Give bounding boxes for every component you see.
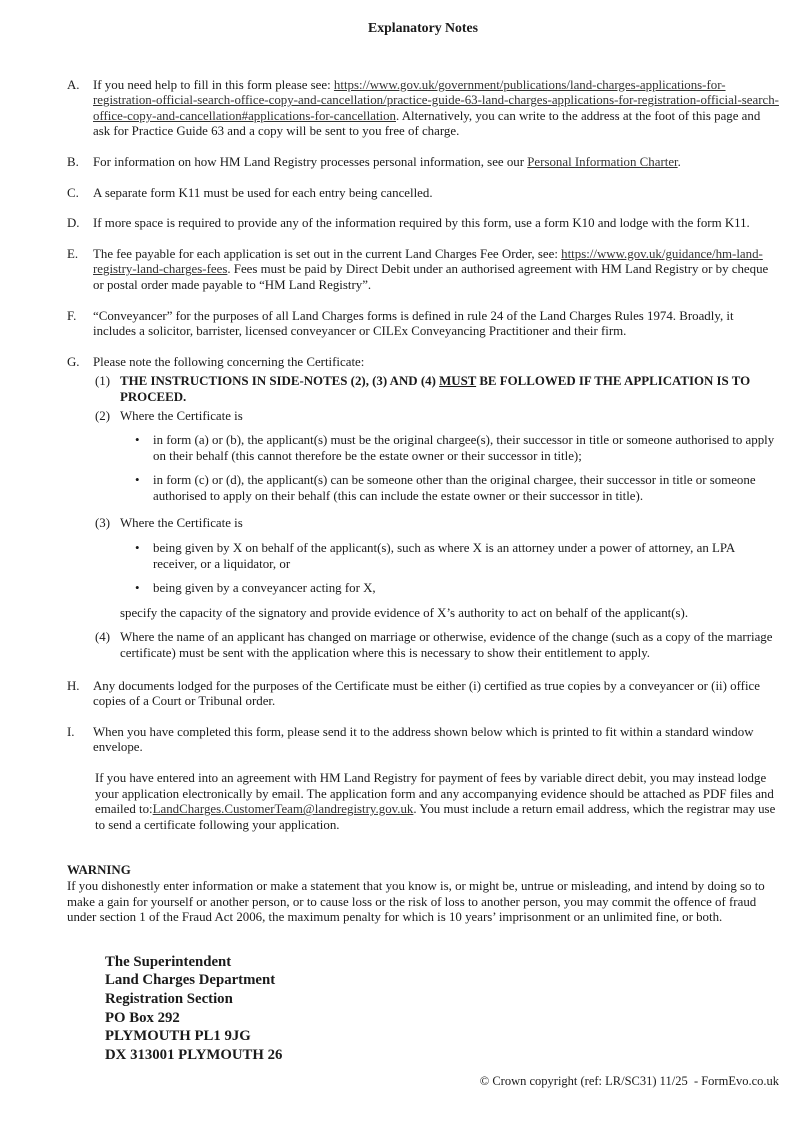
note-a-text [93, 78, 779, 140]
note-g-sub3-text: Where the Certificate is [120, 516, 243, 531]
note-d-text: If more space is required to provide any of the information required by this form, use a form K10 and lodge with the form K11. [93, 216, 750, 231]
address-line-1: The Superintendent [105, 953, 232, 970]
note-g-sub1-marker: (1) [95, 374, 111, 389]
address-line-4: PO Box 292 [105, 1009, 180, 1026]
page-title: Explanatory Notes [368, 20, 478, 35]
email-paragraph-post: . You must include a return email address, which the registrar may use to send a certificate following your application. [95, 802, 776, 832]
bullet-icon: • [135, 433, 140, 448]
note-b-text [93, 155, 779, 171]
note-g-sub1 [95, 374, 779, 405]
note-g-sub1-pre: THE INSTRUCTIONS IN SIDE-NOTES (2), (3) AND (4) [120, 374, 440, 389]
note-g-marker: G. [67, 354, 80, 369]
note-g-intro: Please note the following concerning the Certificate: [93, 354, 365, 369]
note-f-text: “Conveyancer” for the purposes of all Land Charges forms is defined in rule 24 of the Land Charges Rules 1974. Broadly, it includes a solicitor, barrister, licensed conveyancer or CILEx Conveyancing Practitioner and their firm. [93, 308, 734, 339]
note-e-pre: The fee payable for each application is set out in the current Land Charges Fee Order, see: [93, 246, 562, 261]
note-i-text: When you have completed this form, please send it to the address shown below which is printed to fit within a standard window envelope. [93, 724, 754, 755]
land-charges-fees-link[interactable]: https://www.gov.uk/guidance/hm-land-registry-land-charges-fees [93, 246, 763, 277]
address-line-2: Land Charges Department [105, 972, 276, 989]
note-g-sub4 [95, 630, 779, 661]
note-i [67, 725, 779, 756]
note-b-post: . [677, 154, 681, 169]
note-h-marker: H. [67, 678, 80, 693]
note-c [67, 186, 779, 202]
note-g-sub3-marker: (3) [95, 516, 111, 531]
note-a-marker: A. [67, 77, 80, 92]
note-e-post: . Fees must be paid by Direct Debit under an authorised agreement with HM Land Registry or by cheque or postal order made payable to “HM Land Registry”. [93, 262, 769, 292]
note-g [67, 355, 779, 371]
address-line-6: DX 313001 PLYMOUTH 26 [105, 1046, 283, 1063]
email-paragraph [95, 771, 779, 833]
notes-list [67, 78, 779, 834]
personal-information-charter-link[interactable]: Personal Information Charter [527, 154, 678, 169]
bullet-icon: • [135, 581, 140, 596]
note-g-sub2-bullet-1 [135, 433, 779, 464]
note-b-marker: B. [67, 154, 79, 169]
note-g-sub2-bullet-1-text: in form (a) or (b), the applicant(s) must be the original chargee(s), their successor in title or someone authorised to apply on their behalf (this cannot therefore be the estate owner or their successor in title); [153, 433, 775, 463]
email-paragraph-pre: If you have entered into an agreement with HM Land Registry for payment of fees by variable direct debit, you may instead lodge your application electronically by email. The application form and any accompanying evidence should be attached as PDF files and emailed to: [95, 771, 774, 817]
note-g-sub3-bullet-2-text: being given by a conveyancer acting for X, [153, 581, 376, 596]
note-g-sub3-bullet-1-text: being given by X on behalf of the applicant(s), such as where X is an attorney under a power of attorney, an LPA receiver, or a liquidator, or [153, 541, 735, 571]
note-b-pre: For information on how HM Land Registry processes personal information, see our [93, 154, 528, 169]
note-e-text [93, 247, 779, 294]
note-g-sub2-marker: (2) [95, 408, 111, 423]
address-line-3: Registration Section [105, 990, 233, 1007]
warning-section [67, 863, 779, 925]
note-g-sub3-bullet-1 [135, 541, 779, 572]
note-i-marker: I. [67, 724, 75, 739]
warning-body: If you dishonestly enter information or make a statement that you know is, or might be, untrue or misleading, and intend by doing so to make a gain for yourself or another person, or to cause loss or the risk of loss to another person, you may commit the offence of fraud under section 1 of the Fraud Act 2006, the maximum penalty for which is 10 years’ imprisonment or an unlimited fine, or both. [67, 878, 765, 925]
note-g-sub4-text: Where the name of an applicant has changed on marriage or otherwise, evidence of the change (such as a copy of the marriage certificate) must be sent with the application where this is necessary to show their entitlement to apply. [120, 630, 773, 661]
note-h-text: Any documents lodged for the purposes of the Certificate must be either (i) certified as true copies by a conveyancer or (ii) office copies of a Court or Tribunal order. [93, 678, 760, 709]
note-d-marker: D. [67, 216, 80, 231]
note-g-sub4-marker: (4) [95, 630, 111, 645]
note-g-sub2-body [120, 409, 779, 514]
note-g-sub1-text [120, 374, 779, 405]
note-g-sub3-outro: specify the capacity of the signatory and provide evidence of X’s authority to act on behalf of the applicant(s). [120, 605, 689, 620]
practice-guide-63-link[interactable]: https://www.gov.uk/government/publications/land-charges-applications-for-registration-official-search-office-copy-and-cancellation/practice-guide-63-land-charges-applications-for-registration-official-search-office-copy-and-cancellation#applications-for-cancellation [93, 77, 779, 123]
note-g-sub2-text: Where the Certificate is [120, 408, 243, 423]
note-e [67, 247, 779, 294]
note-g-sub1-post: BE FOLLOWED IF THE APPLICATION IS TO PROCEED. [120, 374, 751, 404]
note-d [67, 216, 779, 232]
land-charges-email-link[interactable]: LandCharges.CustomerTeam@landregistry.gov.uk [152, 802, 414, 817]
bullet-icon: • [135, 473, 140, 488]
note-g-sub3-body [120, 516, 779, 627]
note-f [67, 309, 779, 340]
note-a-post: . Alternatively, you can write to the address at the foot of this page and ask for Practice Guide 63 and a copy will be sent to you free of charge. [93, 108, 761, 139]
address-line-5: PLYMOUTH PL1 9JG [105, 1028, 251, 1045]
note-g-sub3-bullet-2 [135, 581, 779, 597]
note-a [67, 78, 779, 140]
note-g-sub2-bullet-2-text: in form (c) or (d), the applicant(s) can be someone other than the original chargee, their successor in title or someone authorised to apply on their behalf (this can include the estate owner or their successor in title). [153, 473, 756, 503]
note-g-sub2 [95, 409, 779, 514]
warning-heading: WARNING [67, 863, 131, 878]
note-h [67, 679, 779, 710]
note-f-marker: F. [67, 308, 77, 323]
bullet-icon: • [135, 541, 140, 556]
note-c-text: A separate form K11 must be used for each entry being cancelled. [93, 185, 433, 200]
note-g-sub1-must: MUST [439, 374, 477, 389]
note-e-marker: E. [67, 246, 79, 261]
copyright-footer: © Crown copyright (ref: LR/SC31) 11/25 - FormEvo.co.uk [479, 1074, 779, 1088]
note-a-pre: If you need help to fill in this form please see: [93, 77, 334, 92]
note-c-marker: C. [67, 185, 79, 200]
note-b [67, 155, 779, 171]
note-g-sub2-bullet-2 [135, 473, 779, 504]
note-g-sub3 [95, 516, 779, 627]
postal-address [105, 953, 779, 1065]
